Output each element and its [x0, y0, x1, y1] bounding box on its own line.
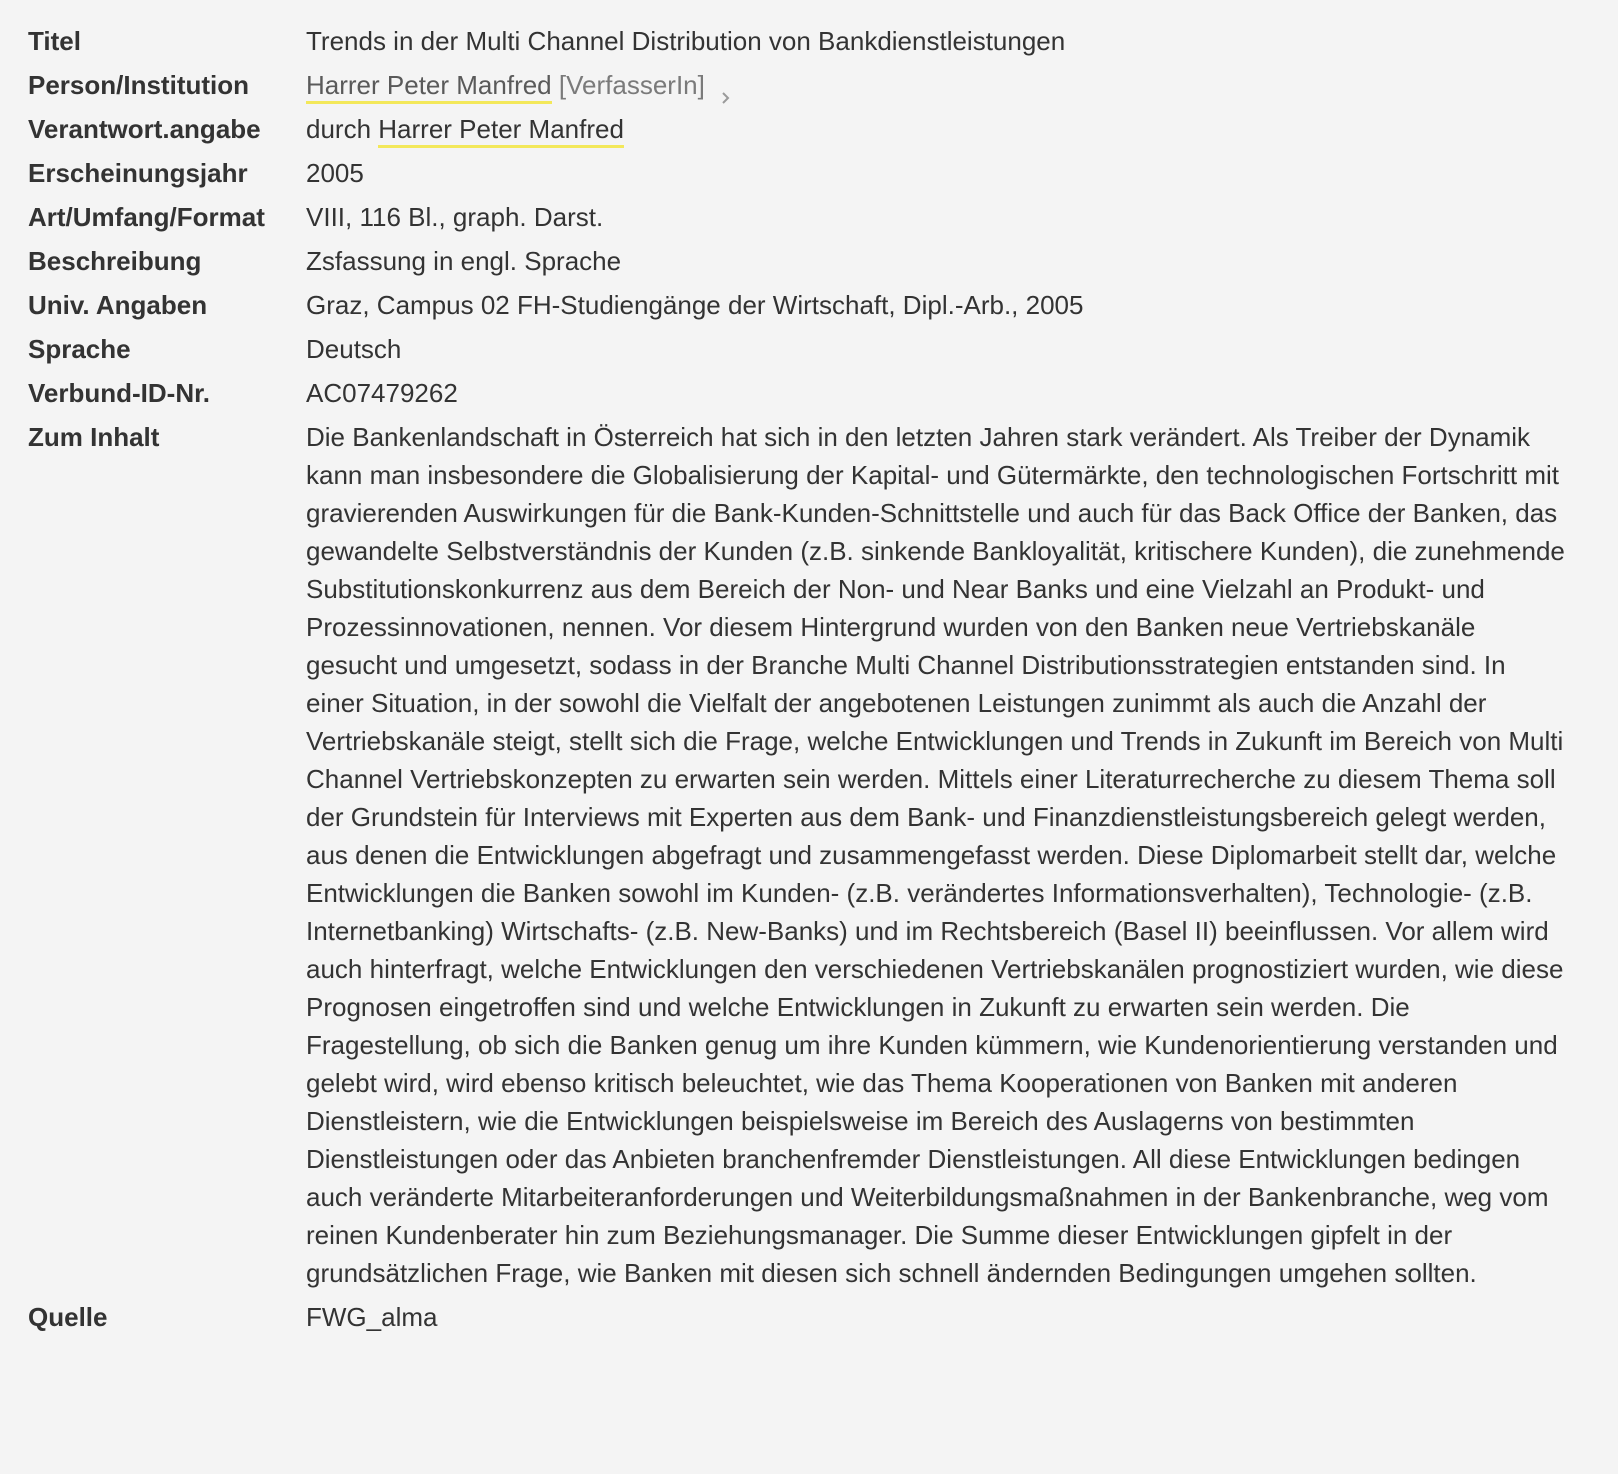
row-format: [0, 198, 1618, 236]
field-label-titel: Titel: [28, 26, 81, 56]
field-label-verbund: Verbund-ID-Nr.: [28, 378, 211, 408]
field-value-format: VIII, 116 Bl., graph. Darst.: [306, 202, 604, 232]
row-sprache: [0, 330, 1618, 368]
field-value-quelle: FWG_alma: [306, 1302, 438, 1332]
row-quelle: [0, 1298, 1618, 1336]
row-inhalt: [0, 418, 1618, 1292]
field-label-univ: Univ. Angaben: [28, 290, 208, 320]
row-beschreibung: [0, 242, 1618, 280]
chevron-right-icon[interactable]: [719, 77, 733, 91]
row-univ: [0, 286, 1618, 324]
row-titel: [0, 22, 1618, 60]
field-label-format: Art/Umfang/Format: [28, 202, 265, 232]
field-label-jahr: Erscheinungsjahr: [28, 158, 248, 188]
field-label-beschreibung: Beschreibung: [28, 246, 202, 276]
field-value-univ: Graz, Campus 02 FH-Studiengänge der Wirtschaft, Dipl.-Arb., 2005: [306, 290, 1084, 320]
abstract-text: Die Bankenlandschaft in Österreich hat sich in den letzten Jahren stark verändert. Als Treiber der Dynamik kann man insbesondere die Globalisierung der Kapital- und Gütermärkte, den technologischen Fortschritt mit gravierenden Auswirkungen für die Bank-Kunden-Schnittstelle und auch für das Back Office der Banken, das gewandelte Selbstverständnis der Kunden (z.B. sinkende Bankloyalität, kritischere Kunden), die zunehmende Substitutionskonkurrenz aus dem Bereich der Non- und Near Banks und eine Vielzahl an Produkt- und Prozessinnovationen, nennen. Vor diesem Hintergrund wurden von den Banken neue Vertriebskanäle gesucht und umgesetzt, sodass in der Branche Multi Channel Distributionsstrategien entstanden sind. In einer Situation, in der sowohl die Vielfalt der angebotenen Leistungen zunimmt als auch die Anzahl der Vertriebskanäle steigt, stellt sich die Frage, welche Entwicklungen und Trends in Zukunft im Bereich von Multi Channel Vertriebskonzepten zu erwarten sein werden. Mittels einer Literaturrecherche zu diesem Thema soll der Grundstein für Interviews mit Experten aus dem Bank- und Finanzdienstleistungsbereich gelegt werden, aus denen die Entwicklungen abgefragt und zusammengefasst werden. Diese Diplomarbeit stellt dar, welche Entwicklungen die Banken sowohl im Kunden- (z.B. verändertes Informationsverhalten), Technologie- (z.B. Internetbanking) Wirtschafts- (z.B. New-Banks) und im Rechtsbereich (Basel II) beeinflussen. Vor allem wird auch hinterfragt, welche Entwicklungen den verschiedenen Vertriebskanälen prognostiziert wurden, wie diese Prognosen eingetroffen sind und welche Entwicklungen in Zukunft zu erwarten sein werden. Die Fragestellung, ob sich die Banken genug um ihre Kunden kümmern, wie Kundenorientierung verstanden und gelebt wird, wird ebenso kritisch beleuchtet, wie das Thema Kooperationen von Banken mit anderen Dienstleistern, wie die Entwicklungen beispielsweise im Bereich des Auslagerns von bestimmten Dienstleistungen oder das Anbieten branchenfremder Dienstleistungen. All diese Entwicklungen bedingen auch veränderte Mitarbeiteranforderungen und Weiterbildungsmaßnahmen in der Bankenbranche, weg vom reinen Kundenberater hin zum Beziehungsmanager. Die Summe dieser Entwicklungen gipfelt in der grundsätzlichen Frage, wie Banken mit diesen sich schnell ändernden Bedingungen umgehen sollten.: [306, 422, 1565, 1288]
field-value-titel: Trends in der Multi Channel Distribution von Bankdienstleistungen: [306, 26, 1066, 56]
field-label-person: Person/Institution: [28, 70, 249, 100]
author-role: [VerfasserIn]: [558, 70, 705, 100]
field-value-verantwort: [306, 110, 1618, 148]
author-link[interactable]: Harrer Peter Manfred: [306, 70, 552, 104]
field-label-verantwort: Verantwort.angabe: [28, 114, 261, 144]
verantwort-author-link[interactable]: Harrer Peter Manfred: [378, 114, 624, 148]
row-verantwort: [0, 110, 1618, 148]
field-label-quelle: Quelle: [28, 1302, 108, 1332]
verantwort-prefix: durch: [306, 114, 372, 144]
row-jahr: [0, 154, 1618, 192]
field-value-verbund: AC07479262: [306, 378, 458, 408]
field-label-inhalt: Zum Inhalt: [28, 422, 160, 452]
field-label-sprache: Sprache: [28, 334, 131, 364]
field-value-person: [306, 66, 1618, 104]
row-person: [0, 66, 1618, 104]
field-value-jahr: 2005: [306, 158, 364, 188]
field-value-beschreibung: Zsfassung in engl. Sprache: [306, 246, 622, 276]
field-value-sprache: Deutsch: [306, 334, 402, 364]
row-verbund: [0, 374, 1618, 412]
